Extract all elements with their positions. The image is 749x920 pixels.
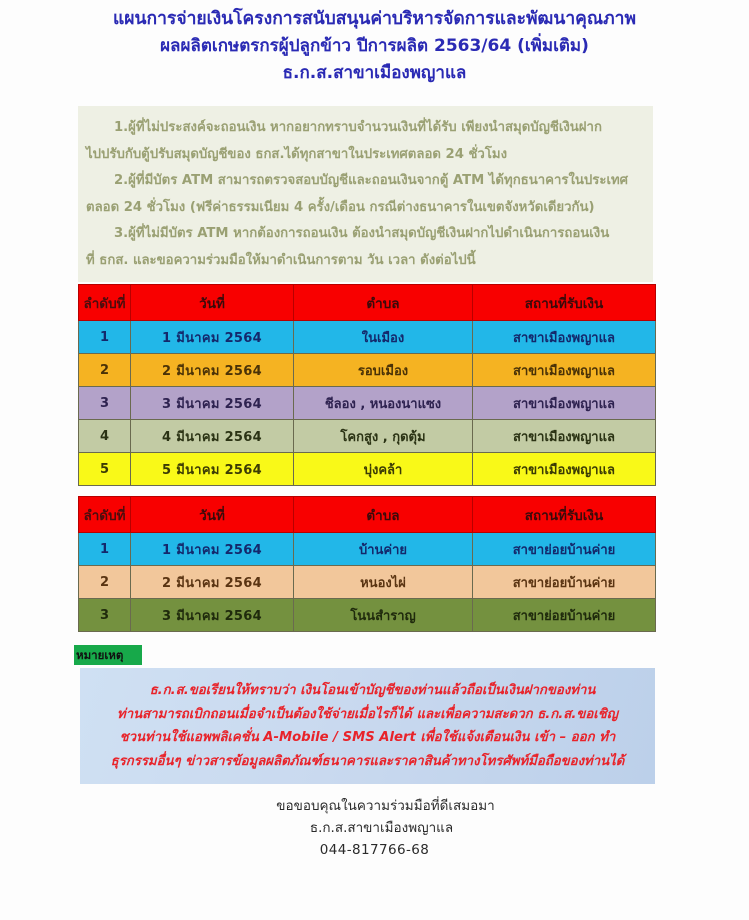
- cell-tambon: ชีลอง , หนองนาแซง: [294, 387, 473, 420]
- cell-place: สาขาเมืองพญาแล: [473, 387, 656, 420]
- column-header-place: สถานที่รับเงิน: [473, 285, 656, 321]
- cell-place: สาขาเมืองพญาแล: [473, 321, 656, 354]
- note-label: หมายเหตุ: [74, 645, 142, 665]
- table-row: [79, 420, 656, 453]
- notice-line-4: ธุรกรรมอื่นๆ ข่าวสารข้อมูลผลิตภัณฑ์ธนาคารและราคาสินค้าทางโทรศัพท์มือถือของท่านได้: [110, 753, 625, 769]
- table-row: [79, 533, 656, 566]
- footer-phone: 044-817766-68: [319, 842, 430, 858]
- cell-no: 1: [79, 533, 131, 566]
- table-row: [79, 599, 656, 632]
- instructions-panel: [78, 106, 653, 282]
- column-header-tambon: ตำบล: [294, 497, 473, 533]
- table-row: [79, 387, 656, 420]
- footer-thanks: ขอขอบคุณในความร่วมมือที่ดีเสมอมา: [276, 798, 495, 814]
- column-header-tambon: ตำบล: [294, 285, 473, 321]
- cell-place: สาขาย่อยบ้านค่าย: [473, 533, 656, 566]
- cell-tambon: รอบเมือง: [294, 354, 473, 387]
- notice-box: [80, 668, 655, 784]
- cell-no: 4: [79, 420, 131, 453]
- instruction-line-1: 1.ผู้ที่ไม่ประสงค์จะถอนเงิน หากอยากทราบจำนวนเงินที่ได้รับ เพียงนำสมุดบัญชีเงินฝาก: [114, 120, 602, 135]
- title-line-1: แผนการจ่ายเงินโครงการสนับสนุนค่าบริหารจัดการและพัฒนาคุณภาพ: [113, 9, 636, 29]
- table-row: [79, 453, 656, 486]
- cell-date: 2 มีนาคม 2564: [131, 566, 294, 599]
- cell-date: 1 มีนาคม 2564: [131, 321, 294, 354]
- notice-line-3: ชวนท่านใช้แอพพลิเคชั่น A-Mobile / SMS Alert เพื่อใช้แจ้งเตือนเงิน เข้า – ออก ทำ: [119, 730, 616, 745]
- column-header-no: ลำดับที่: [79, 285, 131, 321]
- cell-date: 2 มีนาคม 2564: [131, 354, 294, 387]
- cell-place: สาขาย่อยบ้านค่าย: [473, 599, 656, 632]
- title-line-2: ผลผลิตเกษตรกรผู้ปลูกข้าว ปีการผลิต 2563/64 (เพิ่มเติม): [160, 36, 589, 56]
- cell-no: 3: [79, 599, 131, 632]
- cell-date: 3 มีนาคม 2564: [131, 387, 294, 420]
- cell-tambon: ในเมือง: [294, 321, 473, 354]
- schedule-table-ban-khai: [78, 496, 656, 632]
- cell-tambon: โนนสำราญ: [294, 599, 473, 632]
- column-header-date: วันที่: [131, 497, 294, 533]
- instruction-line-3: 2.ผู้ที่มีบัตร ATM สามารถตรวจสอบบัญชีและถอนเงินจากตู้ ATM ได้ทุกธนาคารในประเทศ: [114, 173, 629, 188]
- table-row: [79, 566, 656, 599]
- cell-place: สาขาเมืองพญาแล: [473, 354, 656, 387]
- cell-no: 1: [79, 321, 131, 354]
- cell-date: 3 มีนาคม 2564: [131, 599, 294, 632]
- footer: [0, 795, 749, 861]
- footer-branch: ธ.ก.ส.สาขาเมืองพญาแล: [309, 820, 454, 836]
- cell-date: 5 มีนาคม 2564: [131, 453, 294, 486]
- notice-line-2: ท่านสามารถเบิกถอนเมื่อจำเป็นต้องใช้จ่ายเมื่อไรก็ได้ และเพื่อความสะดวก ธ.ก.ส.ขอเชิญ: [117, 706, 618, 722]
- table-header-row: [79, 285, 656, 321]
- title-line-3: ธ.ก.ส.สาขาเมืองพญาแล: [282, 63, 467, 83]
- cell-place: สาขาเมืองพญาแล: [473, 453, 656, 486]
- cell-tambon: โคกสูง , กุดตุ้ม: [294, 420, 473, 453]
- cell-no: 3: [79, 387, 131, 420]
- table-row: [79, 354, 656, 387]
- cell-date: 4 มีนาคม 2564: [131, 420, 294, 453]
- cell-no: 2: [79, 566, 131, 599]
- cell-place: สาขาย่อยบ้านค่าย: [473, 566, 656, 599]
- table-row: [79, 321, 656, 354]
- schedule-table-muang-phayalae: [78, 284, 656, 486]
- cell-no: 5: [79, 453, 131, 486]
- page-title: [0, 6, 749, 87]
- cell-tambon: หนองไผ่: [294, 566, 473, 599]
- instruction-line-4: ตลอด 24 ชั่วโมง (ฟรีค่าธรรมเนียม 4 ครั้ง/เดือน กรณีต่างธนาคารในเขตจังหวัดเดียวกัน): [86, 199, 595, 215]
- cell-place: สาขาเมืองพญาแล: [473, 420, 656, 453]
- cell-date: 1 มีนาคม 2564: [131, 533, 294, 566]
- notice-line-1: ธ.ก.ส.ขอเรียนให้ทราบว่า เงินโอนเข้าบัญชีของท่านแล้วถือเป็นเงินฝากของท่าน: [149, 683, 596, 698]
- column-header-no: ลำดับที่: [79, 497, 131, 533]
- cell-tambon: บ้านค่าย: [294, 533, 473, 566]
- column-header-date: วันที่: [131, 285, 294, 321]
- table-header-row: [79, 497, 656, 533]
- cell-tambon: บุ่งคล้า: [294, 453, 473, 486]
- cell-no: 2: [79, 354, 131, 387]
- instruction-line-5: 3.ผู้ที่ไม่มีบัตร ATM หากต้องการถอนเงิน ต้องนำสมุดบัญชีเงินฝากไปดำเนินการถอนเงิน: [114, 226, 610, 241]
- instruction-line-6: ที่ ธกส. และขอความร่วมมือให้มาดำเนินการตาม วัน เวลา ดังต่อไปนี้: [86, 252, 476, 268]
- column-header-place: สถานที่รับเงิน: [473, 497, 656, 533]
- instruction-line-2: ไปปรับกับตู้ปรับสมุดบัญชีของ ธกส.ได้ทุกสาขาในประเทศตลอด 24 ชั่วโมง: [86, 146, 508, 162]
